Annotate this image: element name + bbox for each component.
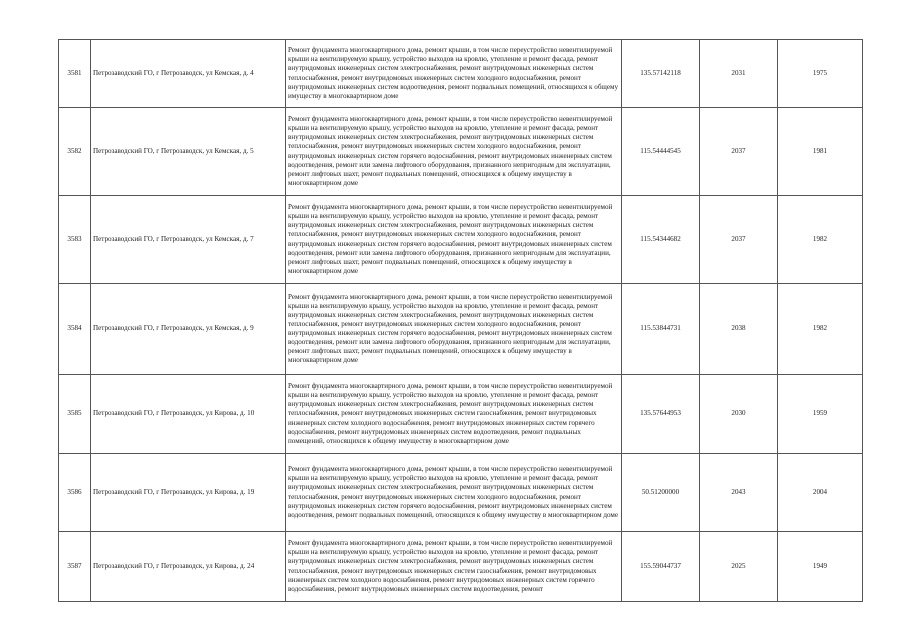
works-cell <box>286 532 622 602</box>
row-number: 3586 <box>59 454 91 532</box>
address-cell <box>91 284 286 375</box>
address-text: Петрозаводский ГО, г Петрозаводск, ул Кирова, д. 24 <box>93 561 255 570</box>
row-number: 3582 <box>59 108 91 196</box>
row-number: 3583 <box>59 196 91 284</box>
address-cell <box>91 40 286 108</box>
works-text: Ремонт фундамента многоквартирного дома, ремонт крыши, в том числе переустройство невентилируемой крыши на вентилируемую крышу, устройство выходов на кровлю, утепление и ремонт фасада, ремонт внутридомовых инженерных систем электроснабжения, ремонт внутридомовых инженерных систем теплоснабжения, ремонт внутридомовых инженерных систем холодного водоснабжения, ремонт внутридомовых инженерных систем горячего водоснабжения, ремонт внутридомовых инженерных систем водоотведения, ремонт или замена лифтового оборудования, признанного непригодным для эксплуатации, ремонт лифтовых шахт, ремонт подвальных помещений, относящихся к общему имуществу в многоквартирном доме <box>288 115 613 187</box>
address-text: Петрозаводский ГО, г Петрозаводск, ул Кемская, д. 5 <box>93 146 254 155</box>
build-year-cell: 1981 <box>778 108 863 196</box>
table-row <box>59 454 863 532</box>
row-number: 3581 <box>59 40 91 108</box>
works-text: Ремонт фундамента многоквартирного дома, ремонт крыши, в том числе переустройство невентилируемой крыши на вентилируемую крышу, устройство выходов на кровлю, утепление и ремонт фасада, ремонт внутридомовых инженерных систем электроснабжения, ремонт внутридомовых инженерных систем теплоснабжения, ремонт внутридомовых инженерных систем холодного водоснабжения, ремонт внутридомовых инженерных систем горячего водоснабжения, ремонт внутридомовых инженерных систем водоотведения, ремонт или замена лифтового оборудования, признанного непригодным для эксплуатации, ремонт лифтовых шахт, ремонт подвальных помещений, относящихся к общему имуществу в многоквартирном доме <box>288 203 613 275</box>
address-cell <box>91 196 286 284</box>
table-row <box>59 108 863 196</box>
plan-year-cell: 2030 <box>700 375 778 454</box>
row-number: 3585 <box>59 375 91 454</box>
works-cell <box>286 375 622 454</box>
address-text: Петрозаводский ГО, г Петрозаводск, ул Кемская, д. 4 <box>93 68 254 77</box>
address-cell <box>91 454 286 532</box>
works-text: Ремонт фундамента многоквартирного дома, ремонт крыши, в том числе переустройство невентилируемой крыши на вентилируемую крышу, устройство выходов на кровлю, утепление и ремонт фасада, ремонт внутридомовых инженерных систем электроснабжения, ремонт внутридомовых инженерных систем теплоснабжения, ремонт внутридомовых инженерных систем холодного водоснабжения, ремонт внутридомовых инженерных систем водоотведения, ремонт подвальных помещений, относящихся к общему имуществу в многоквартирном доме <box>288 46 619 100</box>
works-text: Ремонт фундамента многоквартирного дома, ремонт крыши, в том числе переустройство невентилируемой крыши на вентилируемую крышу, устройство выходов на кровлю, утепление и ремонт фасада, ремонт внутридомовых инженерных систем электроснабжения, ремонт внутридомовых инженерных систем теплоснабжения, ремонт внутридомовых инженерных систем газоснабжения, ремонт внутридомовых инженерных систем холодного водоснабжения, ремонт внутридомовых инженерных систем горячего водоснабжения, ремонт внутридомовых инженерных систем водоотведения, ремонт <box>288 539 613 593</box>
build-year-cell: 1982 <box>778 284 863 375</box>
row-number: 3584 <box>59 284 91 375</box>
works-text: Ремонт фундамента многоквартирного дома, ремонт крыши, в том числе переустройство невентилируемой крыши на вентилируемую крышу, устройство выходов на кровлю, утепление и ремонт фасада, ремонт внутридомовых инженерных систем электроснабжения, ремонт внутридомовых инженерных систем теплоснабжения, ремонт внутридомовых инженерных систем холодного водоснабжения, ремонт внутридомовых инженерных систем горячего водоснабжения, ремонт внутридомовых инженерных систем водоотведения, ремонт подвальных помещений, относящихся к общему имуществу в многоквартирном доме <box>288 465 619 519</box>
cost-cell: 135.57142118 <box>622 40 700 108</box>
build-year-cell: 1949 <box>778 532 863 602</box>
address-text: Петрозаводский ГО, г Петрозаводск, ул Кирова, д. 19 <box>93 487 255 496</box>
cost-cell: 50.51200000 <box>622 454 700 532</box>
works-cell <box>286 40 622 108</box>
capital-repair-table <box>58 39 863 602</box>
plan-year-cell: 2031 <box>700 40 778 108</box>
address-cell <box>91 532 286 602</box>
table-row <box>59 375 863 454</box>
address-text: Петрозаводский ГО, г Петрозаводск, ул Кемская, д. 7 <box>93 234 254 243</box>
cost-cell: 155.59044737 <box>622 532 700 602</box>
cost-cell: 115.53844731 <box>622 284 700 375</box>
address-text: Петрозаводский ГО, г Петрозаводск, ул Кемская, д. 9 <box>93 324 254 333</box>
build-year-cell: 1982 <box>778 196 863 284</box>
address-cell <box>91 108 286 196</box>
works-cell <box>286 454 622 532</box>
build-year-cell: 1975 <box>778 40 863 108</box>
table-row <box>59 196 863 284</box>
plan-year-cell: 2043 <box>700 454 778 532</box>
plan-year-cell: 2038 <box>700 284 778 375</box>
table-row <box>59 284 863 375</box>
table-row <box>59 40 863 108</box>
address-cell <box>91 375 286 454</box>
build-year-cell: 1959 <box>778 375 863 454</box>
row-number: 3587 <box>59 532 91 602</box>
plan-year-cell: 2037 <box>700 196 778 284</box>
plan-year-cell: 2037 <box>700 108 778 196</box>
cost-cell: 115.54444545 <box>622 108 700 196</box>
address-text: Петрозаводский ГО, г Петрозаводск, ул Кирова, д. 10 <box>93 409 255 418</box>
works-cell <box>286 196 622 284</box>
table-row <box>59 532 863 602</box>
cost-cell: 135.57644953 <box>622 375 700 454</box>
works-cell <box>286 284 622 375</box>
cost-cell: 115.54344682 <box>622 196 700 284</box>
plan-year-cell: 2025 <box>700 532 778 602</box>
build-year-cell: 2004 <box>778 454 863 532</box>
works-text: Ремонт фундамента многоквартирного дома, ремонт крыши, в том числе переустройство невентилируемой крыши на вентилируемую крышу, устройство выходов на кровлю, утепление и ремонт фасада, ремонт внутридомовых инженерных систем электроснабжения, ремонт внутридомовых инженерных систем теплоснабжения, ремонт внутридомовых инженерных систем холодного водоснабжения, ремонт внутридомовых инженерных систем горячего водоснабжения, ремонт внутридомовых инженерных систем водоотведения, ремонт или замена лифтового оборудования, признанного непригодным для эксплуатации, ремонт лифтовых шахт, ремонт подвальных помещений, относящихся к общему имуществу в многоквартирном доме <box>288 292 613 365</box>
works-text: Ремонт фундамента многоквартирного дома, ремонт крыши, в том числе переустройство невентилируемой крыши на вентилируемую крышу, устройство выходов на кровлю, утепление и ремонт фасада, ремонт внутридомовых инженерных систем электроснабжения, ремонт внутридомовых инженерных систем теплоснабжения, ремонт внутридомовых инженерных систем газоснабжения, ремонт внутридомовых инженерных систем холодного водоснабжения, ремонт внутридомовых инженерных систем горячего водоснабжения, ремонт внутридомовых инженерных систем водоотведения, ремонт подвальных помещений, относящихся к общему имуществу в многоквартирном доме <box>288 382 613 445</box>
works-cell <box>286 108 622 196</box>
